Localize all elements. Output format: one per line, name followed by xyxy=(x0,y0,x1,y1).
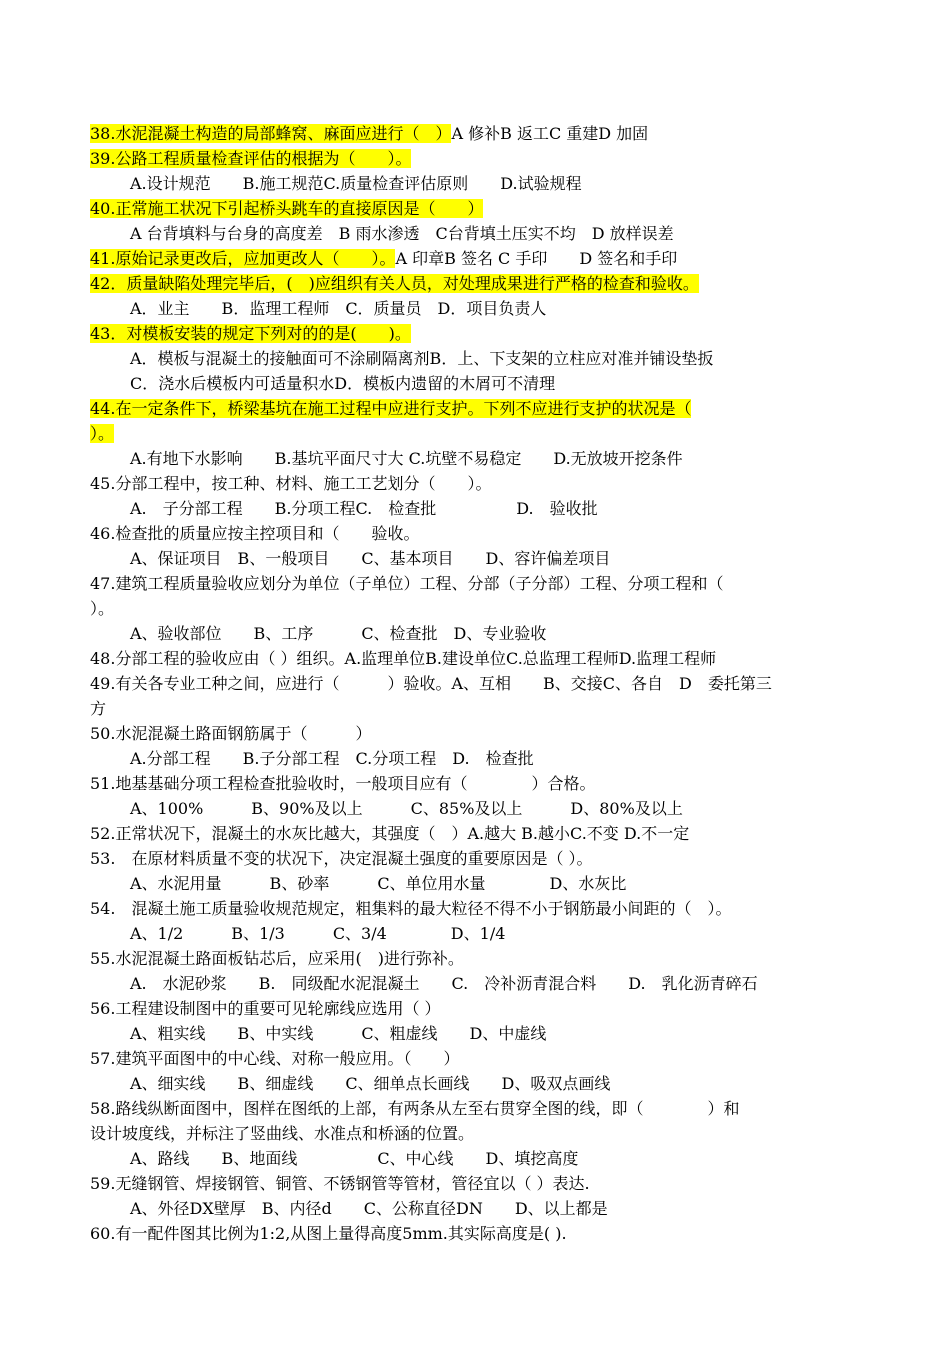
answer-options-line: A、验收部位 B、工序 C、检查批 D、专业验收 xyxy=(130,624,547,643)
question-line: 45.分部工程中，按工种、材料、施工工艺划分（ ）。 xyxy=(90,474,492,493)
question-line: 59.无缝钢管、焊接钢管、铜管、不锈钢管等管材，管径宜以（ ）表达. xyxy=(90,1174,590,1193)
answer-options-line: A.有地下水影响 B.基坑平面尺寸大 C.坑壁不易稳定 D.无放坡开挖条件 xyxy=(130,449,683,468)
question-line: 48.分部工程的验收应由（ ）组织。A.监理单位B.建设单位C.总监理工程师D.监理工程师 xyxy=(90,649,717,668)
question-line: 54. 混凝土施工质量验收规范规定，粗集料的最大粒径不得不小于钢筋最小间距的（ ）。 xyxy=(90,899,732,918)
highlighted-question-text: 40.正常施工状况下引起桥头跳车的直接原因是（ ） xyxy=(90,199,484,218)
answer-options-line: A. 水泥砂浆 B. 同级配水泥混凝土 C. 冷补沥青混合料 D. 乳化沥青碎石 xyxy=(130,974,758,993)
question-line: 60.有一配件图其比例为1:2,从图上量得高度5mm.其实际高度是( ). xyxy=(90,1224,567,1243)
answer-options-line: A．业主 B．监理工程师 C．质量员 D．项目负责人 xyxy=(130,299,547,318)
question-line: 50.水泥混凝土路面钢筋属于（ ） xyxy=(90,724,372,743)
highlighted-question-text: 41.原始记录更改后，应加更改人（ ）。 xyxy=(90,249,396,268)
answer-options-line: A、粗实线 B、中实线 C、粗虚线 D、中虚线 xyxy=(130,1024,547,1043)
highlighted-question-text: 38.水泥混凝土构造的局部蜂窝、麻面应进行（ ） xyxy=(90,124,452,143)
question-line: 46.检查批的质量应按主控项目和（ 验收。 xyxy=(90,524,420,543)
highlighted-question-text: ）。 xyxy=(90,424,115,443)
text-line xyxy=(90,396,870,421)
answer-options-line: A、外径DX壁厚 B、内径d C、公称直径DN D、以上都是 xyxy=(130,1199,608,1218)
document-page xyxy=(90,121,870,1246)
answer-options-line: A．模板与混凝土的接触面可不涂刷隔离剂B．上、下支架的立柱应对准并铺设垫扳 xyxy=(130,349,714,368)
answer-options-line: A、保证项目 B、一般项目 C、基本项目 D、容许偏差项目 xyxy=(130,549,611,568)
question-line: 47.建筑工程质量验收应划分为单位（子单位）工程、分部（子分部）工程、分项工程和（ xyxy=(90,574,724,593)
question-line: 57.建筑平面图中的中心线、对称一般应用。（ ） xyxy=(90,1049,460,1068)
answer-options-line: A、细实线 B、细虚线 C、细单点长画线 D、吸双点画线 xyxy=(130,1074,611,1093)
highlighted-question-text: 44.在一定条件下，桥梁基坑在施工过程中应进行支护。下列不应进行支护的状况是（ xyxy=(90,399,692,418)
question-line: 53. 在原材料质量不变的状况下，决定混凝土强度的重要原因是（ ）。 xyxy=(90,849,593,868)
answer-options-line: A、水泥用量 B、砂率 C、单位用水量 D、水灰比 xyxy=(130,874,627,893)
answer-options-line: A.分部工程 B.子分部工程 C.分项工程 D. 检查批 xyxy=(130,749,534,768)
text-line xyxy=(90,146,870,171)
question-line: 49.有关各专业工种之间，应进行（ ）验收。A、互相 B、交接C、各自 D 委托第三 xyxy=(90,674,772,693)
answer-options-line: A、1/2 B、1/3 C、3/4 D、1/4 xyxy=(130,924,506,943)
answer-options-line: A. 子分部工程 B.分项工程C. 检查批 D. 验收批 xyxy=(130,499,598,518)
question-line: 52.正常状况下，混凝土的水灰比越大，其强度（ ）A.越大 B.越小C.不变 D.不一定 xyxy=(90,824,690,843)
answer-options-text: A 修补B 返工C 重建D 加固 xyxy=(451,124,649,143)
highlighted-question-text: 42．质量缺陷处理完毕后，( )应组织有关人员，对处理成果进行严格的检查和验收。 xyxy=(90,274,699,293)
highlighted-question-text: 43．对模板安装的规定下列对的的是( )。 xyxy=(90,324,411,343)
text-line xyxy=(90,196,870,221)
answer-options-line: A、100% B、90%及以上 C、85%及以上 D、80%及以上 xyxy=(130,799,683,818)
answer-options-line: A、路线 B、地面线 C、中心线 D、填挖高度 xyxy=(130,1149,579,1168)
highlighted-question-text: 39.公路工程质量检查评估的根据为（ ）。 xyxy=(90,149,412,168)
question-line: 56.工程建设制图中的重要可见轮廓线应选用（ ） xyxy=(90,999,441,1018)
text-line xyxy=(90,121,870,146)
question-line: 方 xyxy=(90,699,107,718)
text-line xyxy=(90,246,870,271)
question-line: ）。 xyxy=(90,599,115,618)
text-line xyxy=(90,321,870,346)
answer-options-line: A.设计规范 B.施工规范C.质量检查评估原则 D.试验规程 xyxy=(130,174,582,193)
text-line xyxy=(90,271,870,296)
text-line xyxy=(90,421,870,446)
question-line: 58.路线纵断面图中，图样在图纸的上部，有两条从左至右贯穿全图的线，即（ ）和 xyxy=(90,1099,740,1118)
question-line: 55.水泥混凝土路面板钻芯后，应采用( )进行弥补。 xyxy=(90,949,464,968)
answer-options-line: C．浇水后模板内可适量积水D．模板内遗留的木屑可不清理 xyxy=(130,374,556,393)
answer-options-line: A 台背填料与台身的高度差 B 雨水渗透 C台背填土压实不均 D 放样误差 xyxy=(130,224,674,243)
question-line: 设计坡度线，并标注了竖曲线、水准点和桥涵的位置。 xyxy=(90,1124,475,1143)
question-line: 51.地基基础分项工程检查批验收时，一般项目应有（ ）合格。 xyxy=(90,774,596,793)
answer-options-text: A 印章B 签名 C 手印 D 签名和手印 xyxy=(395,249,678,268)
